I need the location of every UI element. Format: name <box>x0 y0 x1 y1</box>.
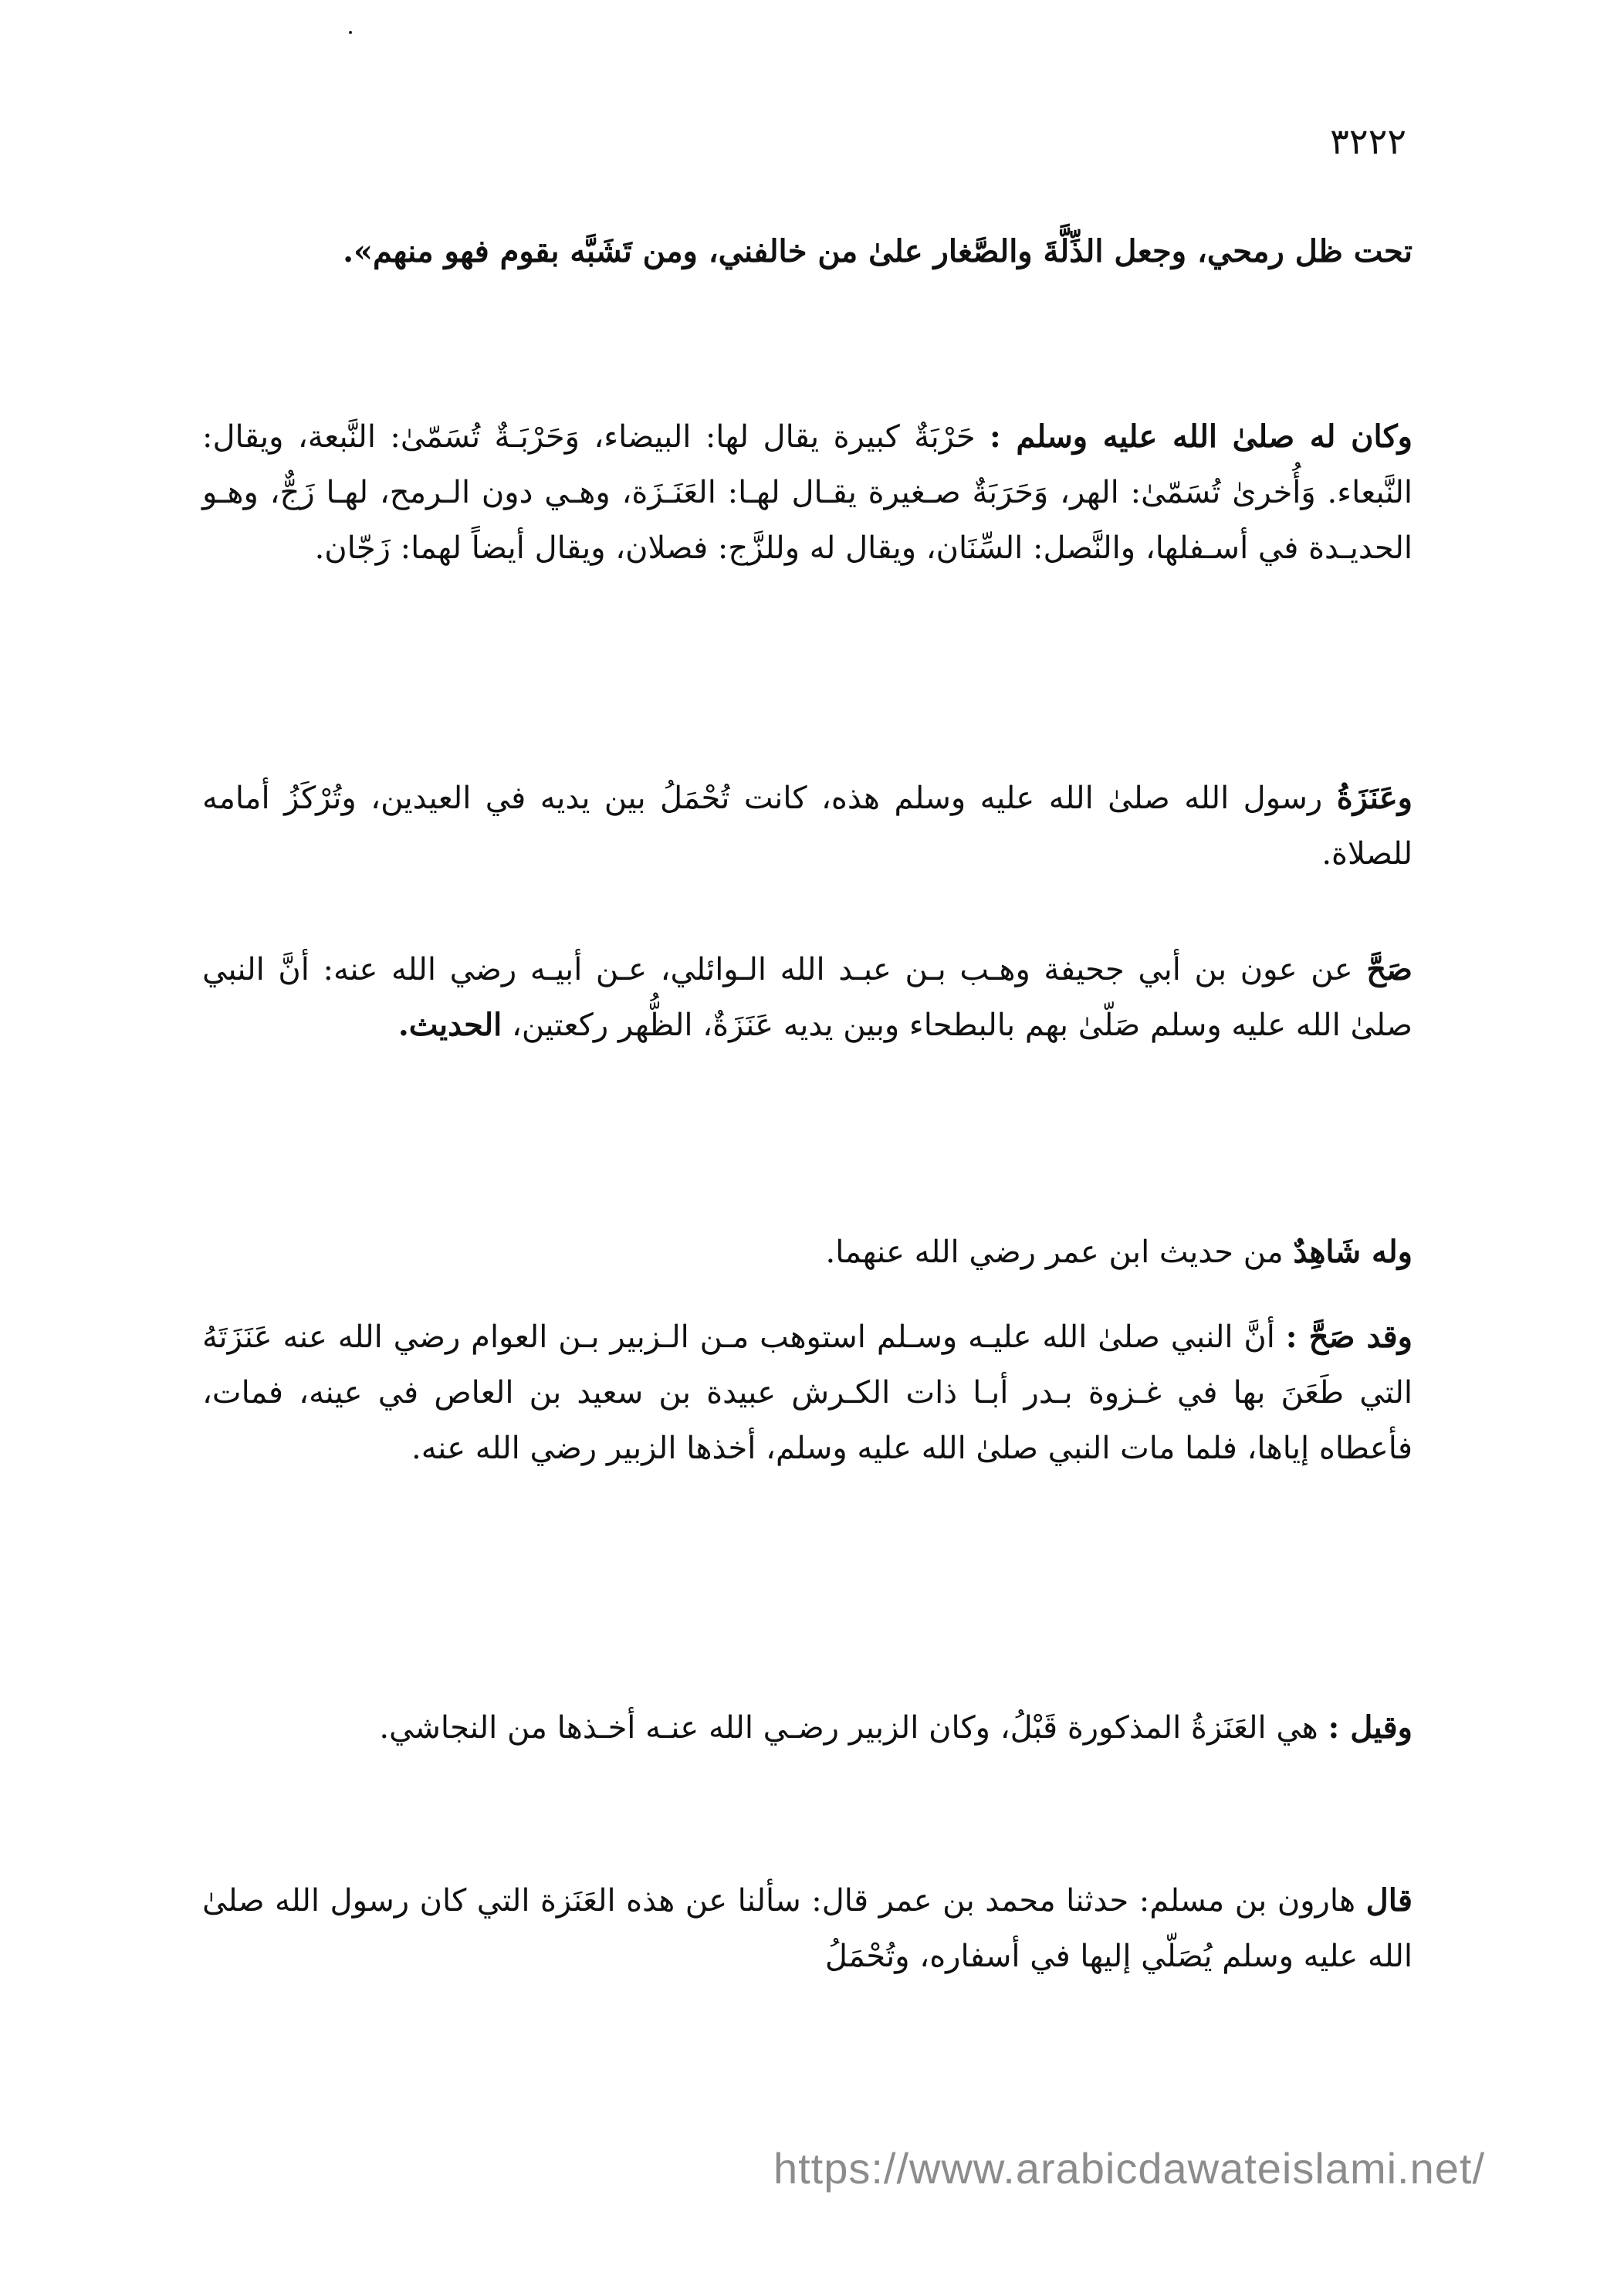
paragraph-8 <box>202 1873 1413 1984</box>
paragraph-6 <box>202 1309 1413 1476</box>
page-number: ٣٢٢٢ <box>1330 120 1406 162</box>
paragraph-5 <box>202 1224 1413 1280</box>
paragraph-7 <box>202 1700 1413 1756</box>
paragraph-3-lead: وعَنَزَةُ <box>1336 780 1413 816</box>
paragraph-4-body: عن عون بن أبي جحيفة وهـب بـن عبـد الله الـوائلي، عـن أبيـه رضي الله عنه: أنَّ النبي صلىٰ الله عليه وسلم صَلّىٰ بهم بالبطحاء وبين يديه عَنَزَةٌ، الظُّهر ركعتين، <box>202 952 1413 1043</box>
paragraph-1: تحت ظل رمحي، وجعل الذِّلَّةَ والصَّغار علىٰ من خالفني، ومن تَشَبَّه بقوم فهو منهم». <box>343 233 1413 269</box>
paragraph-4-lead: صَحَّ <box>1366 951 1413 987</box>
paragraph-2-lead: وكان له صلىٰ الله عليه وسلم : <box>990 418 1413 455</box>
paragraph-4-tail: الحديث. <box>398 1007 502 1043</box>
paragraph-8-lead: قال <box>1365 1882 1413 1919</box>
ink-speck <box>349 31 352 34</box>
paragraph-6-body: أنَّ النبي صلىٰ الله عليـه وسـلم استوهب مـن الـزبير بـن العوام رضي الله عنه عَنَزَتَهُ التي طَعَنَ بها في غـزوة بـدر أبـا ذات الكـرش عبيدة بن سعيد بن العاص في عينه، فمات، فأعطاه إياها، فلما مات النبي صلىٰ الله عليه وسلم، أخذها الزبير رضي الله عنه. <box>202 1319 1413 1466</box>
paragraph-2 <box>202 409 1413 576</box>
paragraph-6-lead: وقد صَحَّ : <box>1285 1319 1413 1355</box>
paragraph-5-body: من حديث ابن عمر رضي الله عنهما. <box>825 1235 1294 1270</box>
paragraph-7-lead: وقيل : <box>1328 1709 1413 1746</box>
paragraph-4 <box>202 942 1413 1053</box>
paragraph-7-body: هي العَنَزةُ المذكورة قَبْلُ، وكان الزبير رضـي الله عنـه أخـذها من النجاشي. <box>379 1710 1328 1746</box>
paragraph-3-body: رسول الله صلىٰ الله عليه وسلم هذه، كانت تُحْمَلُ بين يديه في العيدين، وتُرْكَزُ أمامه للصلاة. <box>202 781 1413 872</box>
paragraph-2-body: حَرْبَةٌ كبيرة يقال لها: البيضاء، وَحَرْبَـةٌ تُسَمّىٰ: النَّبعة، ويقال: النَّبعاء. وَأُخرىٰ تُسَمّىٰ: الهر، وَحَرَبَةٌ صـغيرة يقـال لهـا: العَنَـزَة، وهـي دون الـرمح، لهـا زَجٌّ، وهـو الحديـدة في أسـفلها، والنَّصل: السِّنَان، ويقال له وللزَّج: فصلان، ويقال أيضاً لهما: زَجّان. <box>202 419 1413 566</box>
paragraph-8-body: هارون بن مسلم: حدثنا محمد بن عمر قال: سألنا عن هذه العَنَزة التي كان رسول الله صلىٰ الله عليه وسلم يُصَلّي إليها في أسفاره، وتُحْمَلُ <box>202 1883 1413 1974</box>
watermark-url: https://www.arabicdawateislami.net/ <box>773 2144 1485 2193</box>
paragraph-5-lead: وله شَاهِدٌ <box>1293 1234 1413 1270</box>
paragraph-3 <box>202 771 1413 882</box>
